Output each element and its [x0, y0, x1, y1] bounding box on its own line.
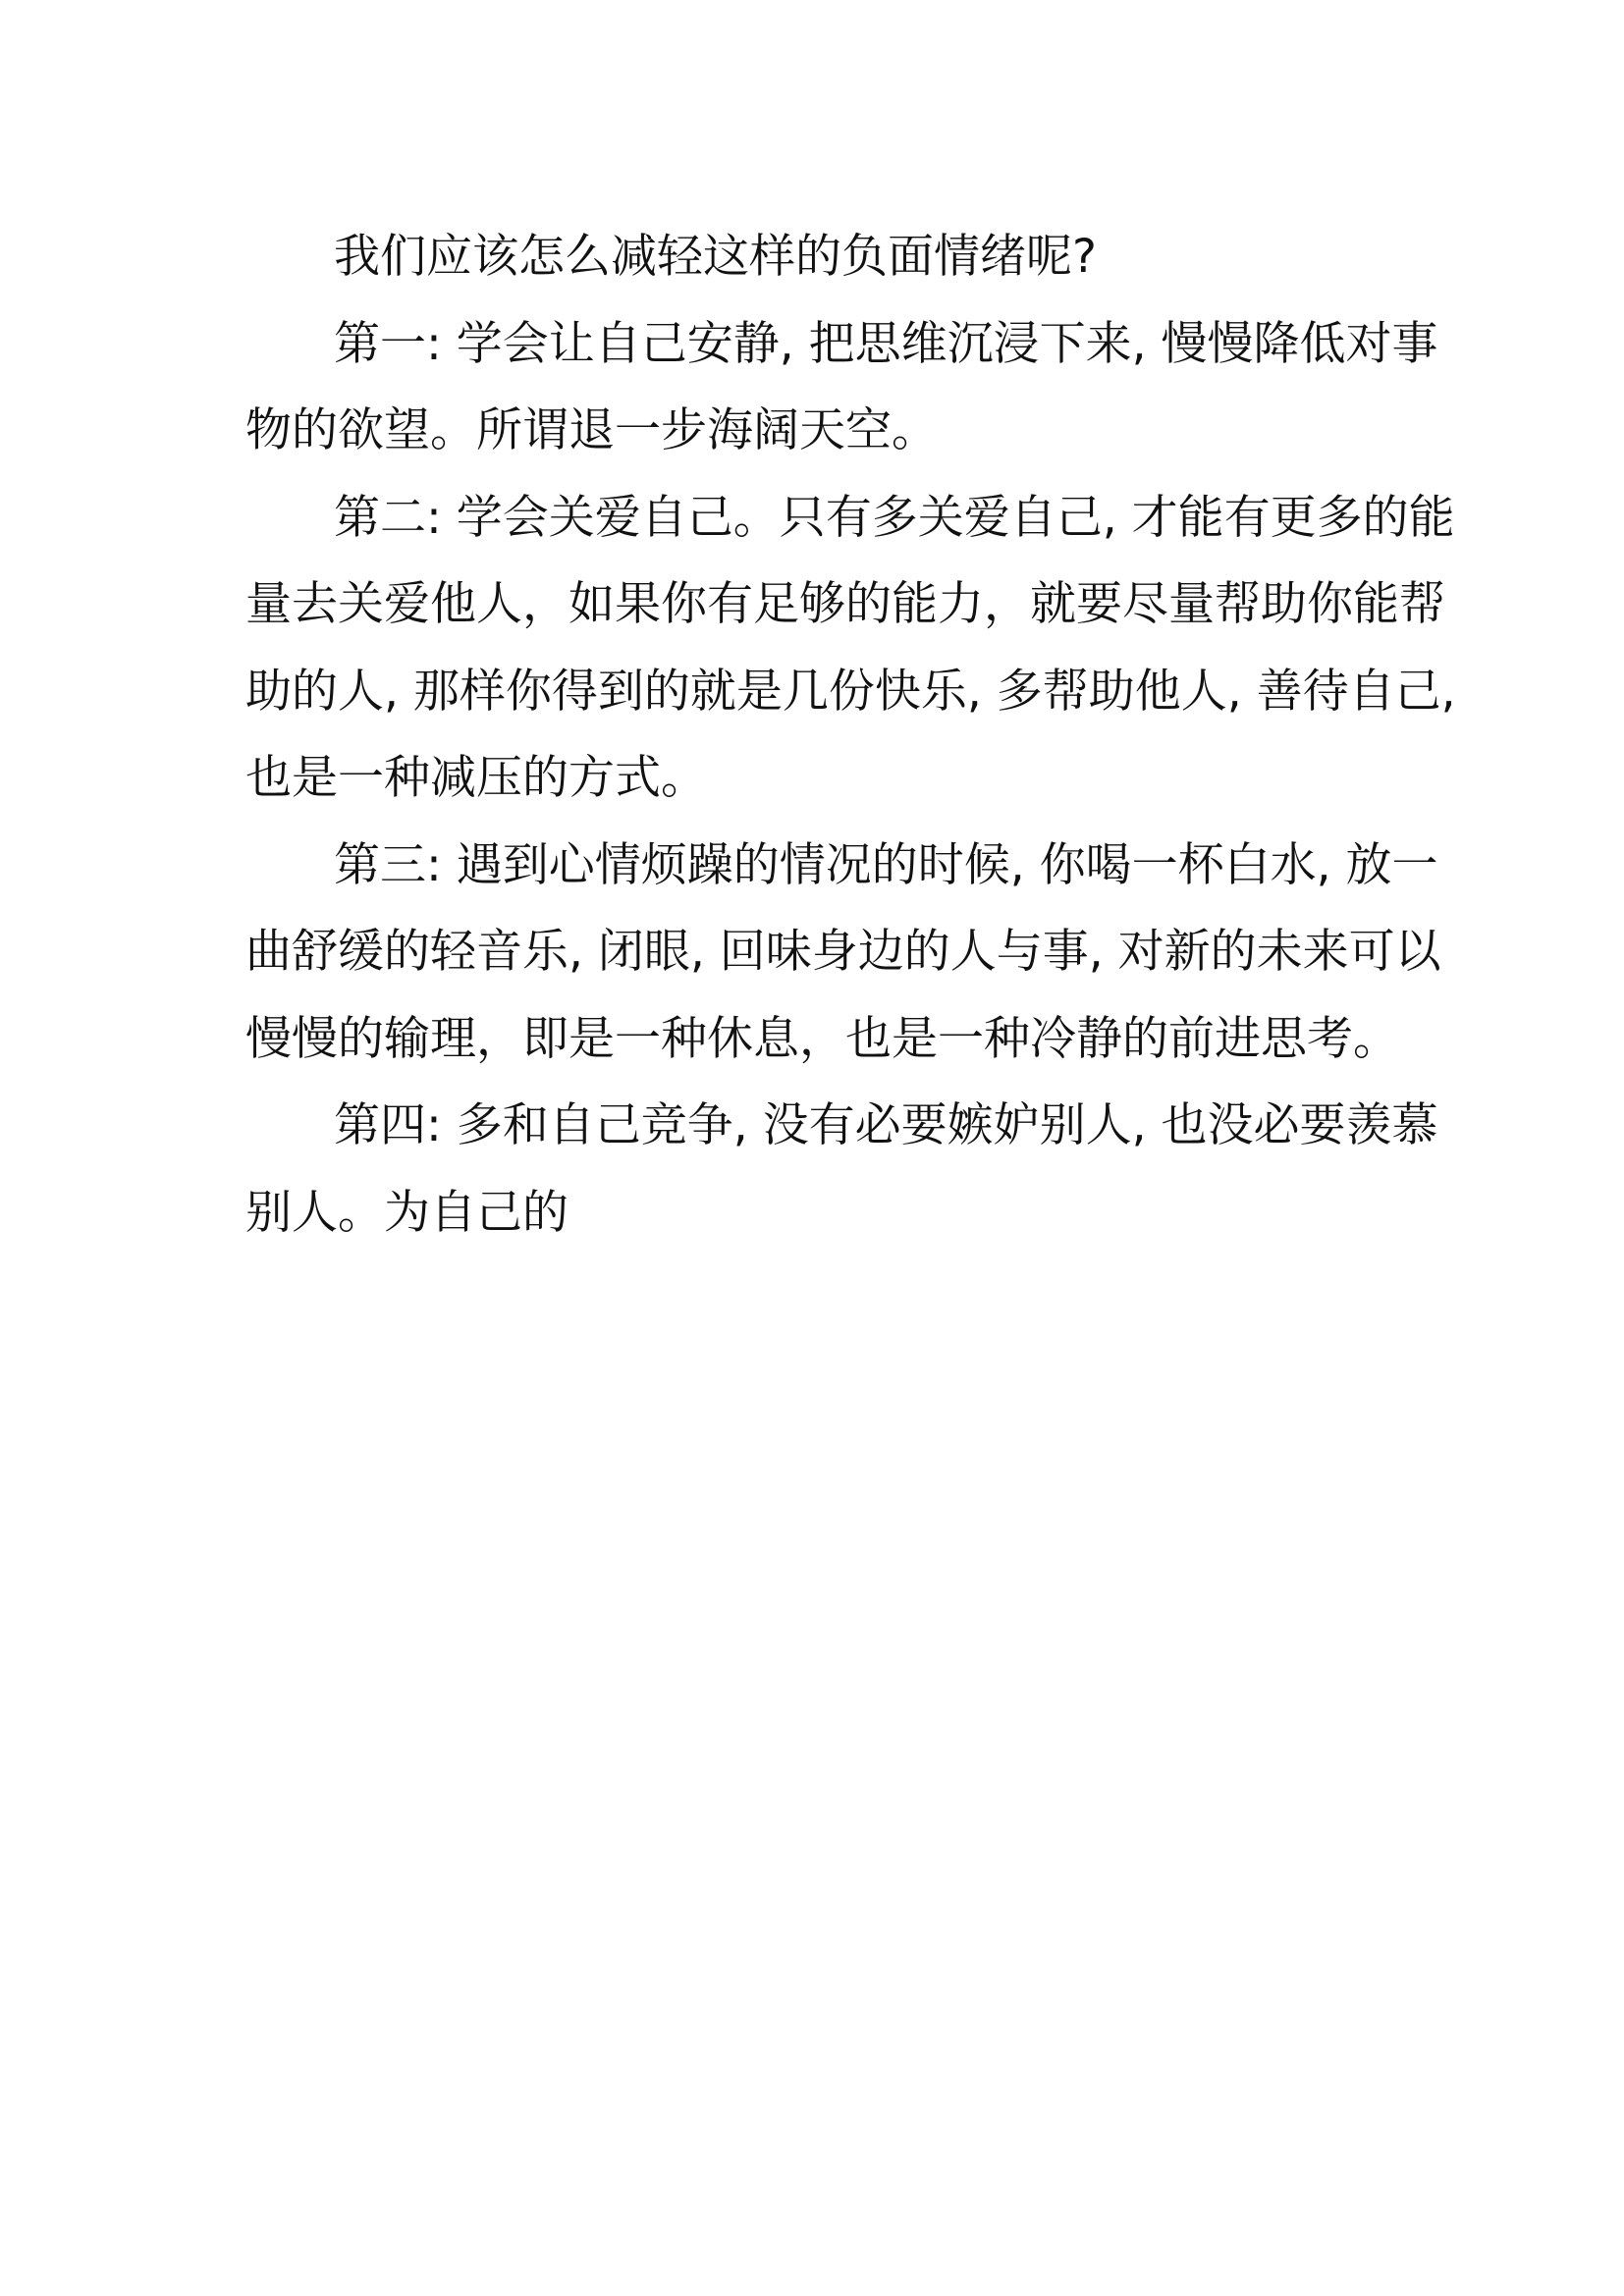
text-line: 曲舒缓的轻音乐, 闭眼, 回味身边的人与事, 对新的未来可以 — [245, 925, 1441, 979]
document-body — [245, 214, 1456, 1256]
text-line: 物的欲望。所谓退一步海阔天空。 — [245, 403, 938, 457]
text-line: 第三: 遇到心情烦躁的情况的时候, 你喝一杯白水, 放一 — [334, 837, 1438, 892]
text-line: 助的人, 那样你得到的就是几份快乐, 多帮助他人, 善待自己, — [245, 664, 1456, 719]
text-line: 我们应该怎么减轻这样的负面情绪呢? — [334, 230, 1097, 284]
text-line: 第四: 多和自己竞争, 没有必要嫉妒别人, 也没必要羡慕 — [334, 1098, 1438, 1152]
text-line: 第二: 学会关爱自己。只有多关爱自己, 才能有更多的能 — [334, 490, 1455, 545]
text-line: 也是一种减压的方式。 — [245, 751, 707, 805]
text-line: 别人。为自己的 — [245, 1185, 568, 1240]
text-line: 量去关爱他人，如果你有足够的能力，就要尽量帮助你能帮 — [245, 577, 1445, 631]
text-line: 第一: 学会让自己安静, 把思维沉浸下来, 慢慢降低对事 — [334, 316, 1438, 371]
text-line: 慢慢的输理，即是一种休息，也是一种冷静的前进思考。 — [245, 1011, 1399, 1066]
